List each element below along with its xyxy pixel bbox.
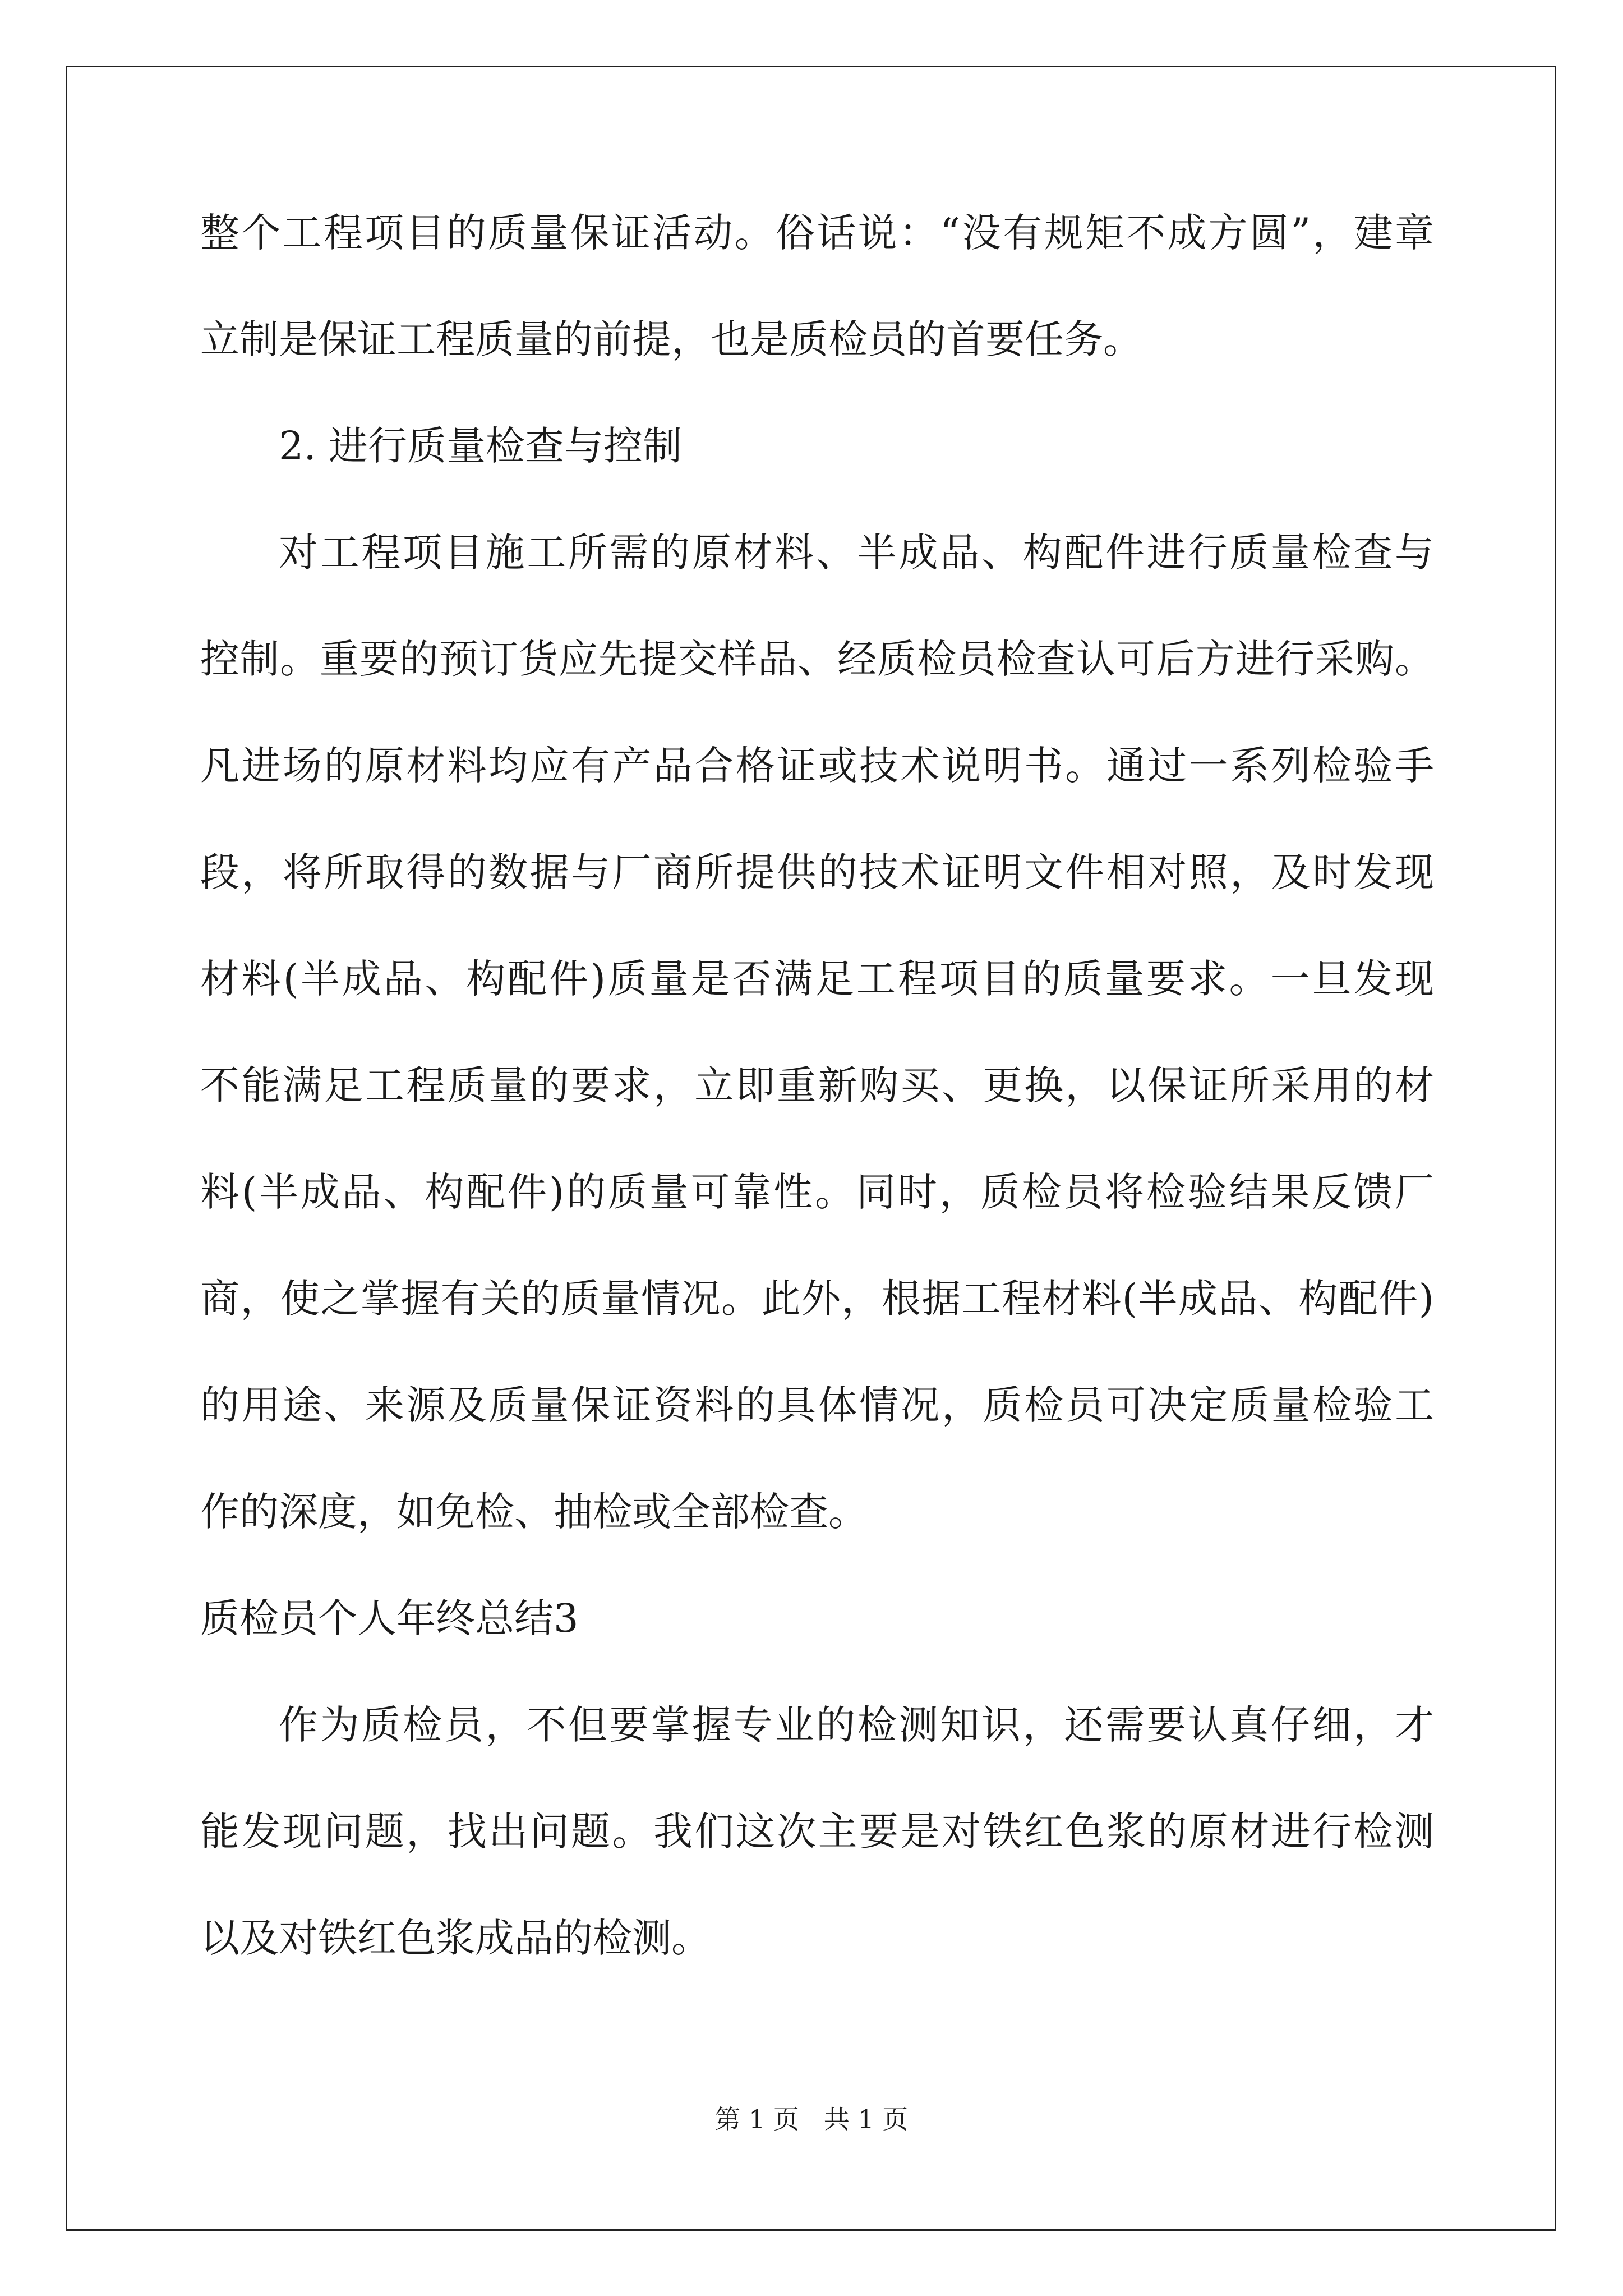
section-heading: 2. 进行质量检查与控制 — [279, 423, 683, 469]
text-line: 材料(半成品、构配件)质量是否满足工程项目的质量要求。一旦发现 — [200, 956, 1434, 1002]
text-line: 料(半成品、构配件)的质量可靠性。同时，质检员将检验结果反馈厂 — [200, 1169, 1434, 1215]
document-body — [200, 210, 1434, 2025]
text-line: 能发现问题，找出问题。我们这次主要是对铁红色浆的原材进行检测 — [200, 1809, 1434, 1855]
text-line: 对工程项目施工所需的原材料、半成品、构配件进行质量检查与 — [279, 530, 1434, 576]
text-line: 不能满足工程质量的要求，立即重新购买、更换，以保证所采用的材 — [200, 1062, 1434, 1108]
document-title: 质检员个人年终总结3 — [200, 1595, 579, 1641]
text-line: 以及对铁红色浆成品的检测。 — [200, 1915, 711, 1961]
page-number: 第 1 页 共 1 页 — [714, 2104, 909, 2134]
text-line: 的用途、来源及质量保证资料的具体情况，质检员可决定质量检验工 — [200, 1382, 1434, 1428]
text-line: 作为质检员，不但要掌握专业的检测知识，还需要认真仔细，才 — [279, 1702, 1434, 1748]
text-line: 段，将所取得的数据与厂商所提供的技术证明文件相对照，及时发现 — [200, 849, 1434, 895]
text-line: 立制是保证工程质量的前提，也是质检员的首要任务。 — [200, 316, 1142, 362]
text-line: 控制。重要的预订货应先提交样品、经质检员检查认可后方进行采购。 — [200, 636, 1434, 682]
text-line: 凡进场的原材料均应有产品合格证或技术说明书。通过一系列检验手 — [200, 743, 1434, 789]
text-line: 商，使之掌握有关的质量情况。此外，根据工程材料(半成品、构配件) — [200, 1276, 1434, 1322]
text-line: 整个工程项目的质量保证活动。俗话说：“没有规矩不成方圆”，建章 — [200, 210, 1434, 256]
text-line: 作的深度，如免检、抽检或全部检查。 — [200, 1489, 868, 1535]
